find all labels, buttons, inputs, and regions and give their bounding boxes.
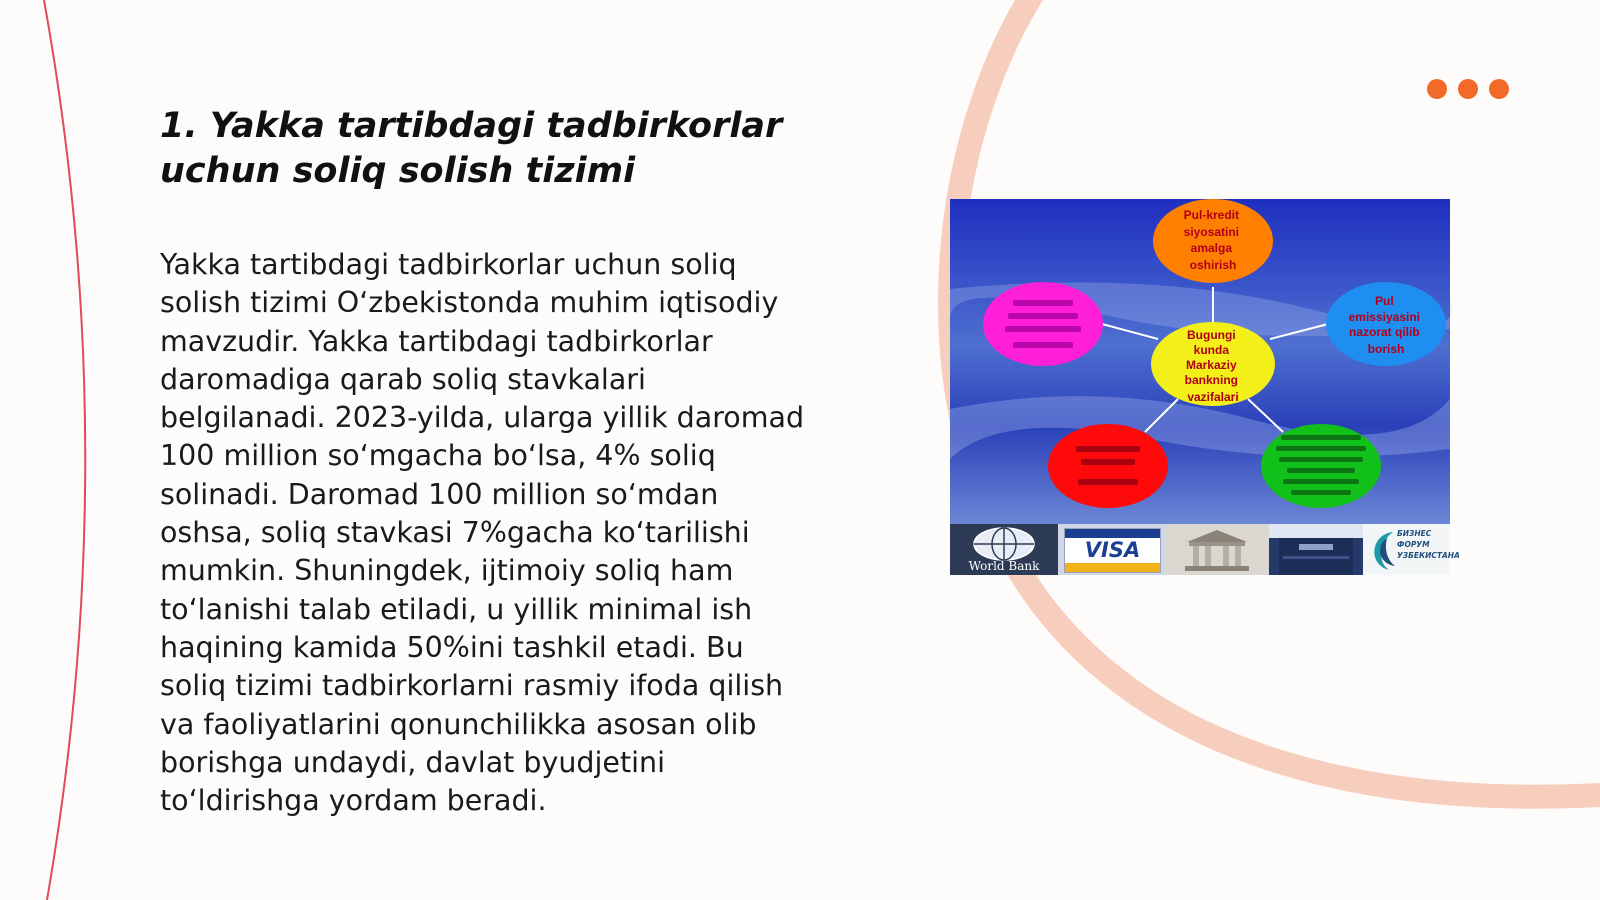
node-bottom-left	[1048, 424, 1168, 508]
visa-logo	[1058, 524, 1165, 575]
central-bank-tasks-image	[950, 199, 1460, 575]
bank-building-logo	[1165, 524, 1269, 575]
node-left	[983, 282, 1103, 366]
svg-text:Pul-kredit siyosatini: Pul-kredit siyosatini amalga oshirish	[1183, 208, 1240, 272]
world-bank-label: World Bank	[968, 559, 1040, 573]
logo-strip	[950, 524, 1460, 575]
building-icon	[1269, 524, 1363, 575]
office-building-logo	[1269, 524, 1363, 575]
world-bank-logo	[950, 524, 1058, 575]
dot-icon	[1427, 79, 1447, 99]
dot-icon	[1458, 79, 1478, 99]
left-curve-line	[44, 0, 85, 900]
ellipsis-dots-icon	[1427, 79, 1509, 99]
slide-title: 1. Yakka tartibdagi tadbirkorlar uchun soliq solish tizimi	[160, 106, 783, 191]
bank-building-icon	[1165, 524, 1269, 575]
visa-card	[1064, 528, 1161, 573]
slide-body-text: Yakka tartibdagi tadbirkorlar uchun soliq solish tizimi O‘zbekistonda muhim iqtisodiy mavzudir. Yakka tartibdagi tadbirkorlar daromadiga qarab soliq stavkalari belgilanadi. 2023-yilda, ularga yillik daromad 100 million so‘mgacha bo‘lsa, 4% soliq solinadi. Daromad 100 million so‘mdan oshsa, soliq stavkasi 7%gacha ko‘tarilishi mumkin. Shuningdek, ijtimoiy soliq ham to‘lanishi talab etiladi, u yillik minimal ish haqining kamida 50%ini tashkil etadi. Bu soliq tizimi tadbirkorlarni rasmiy ifoda qilish va faoliyatlarini qonunchilikka asosan olib borishga undaydi, davlat byudjetini to‘ldirishga yordam beradi.	[160, 248, 805, 818]
svg-text:Pul emissiyasini: Pul emissiyasini nazorat qilib borish	[1348, 294, 1421, 356]
visa-label: VISA	[1084, 538, 1141, 562]
tasks-diagram	[950, 199, 1450, 524]
svg-text:Bugungi kunda: Bugungi kunda Markaziy bankning vazifalari	[1184, 328, 1239, 404]
dot-icon	[1489, 79, 1509, 99]
business-forum-logo	[1363, 524, 1460, 575]
business-forum-text: БИЗНЕС ФОРУМ УЗБЕКИСТАНА	[1397, 529, 1460, 560]
